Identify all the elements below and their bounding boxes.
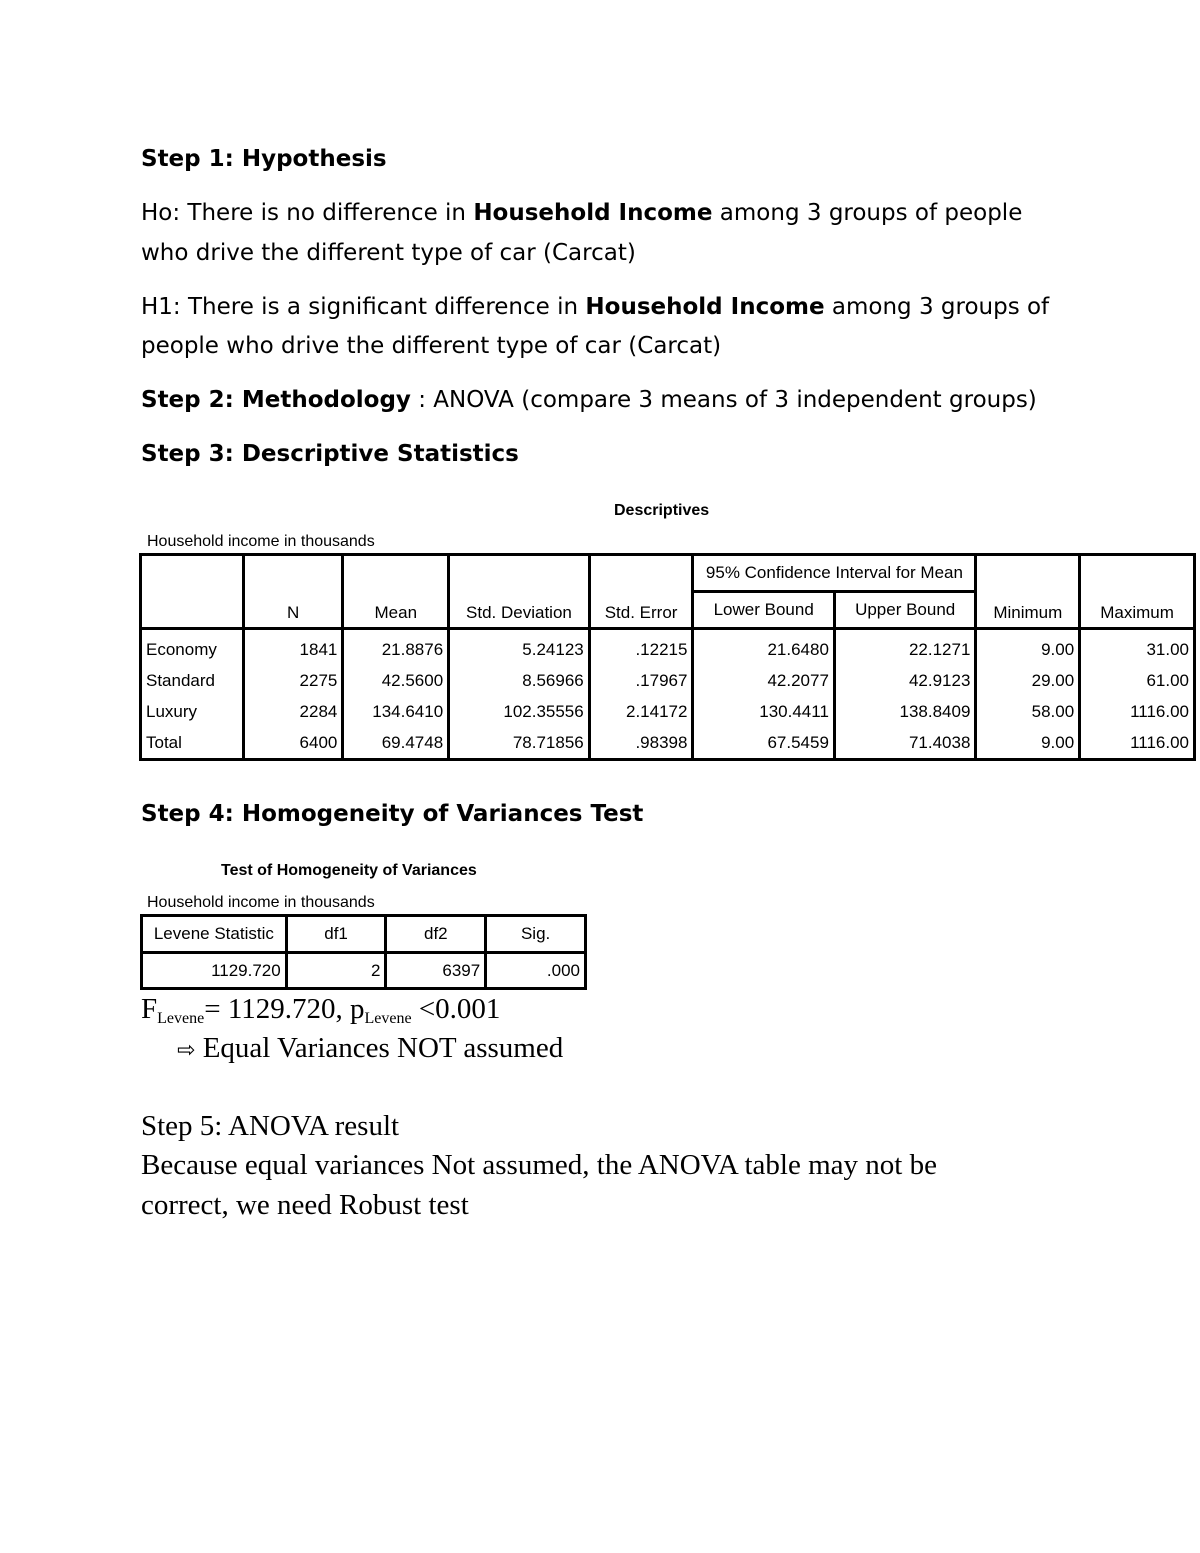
- header-minimum: Minimum: [976, 555, 1080, 629]
- step4-heading: Step 4: Homogeneity of Variances Test: [141, 801, 644, 827]
- cell-lower-bound: 42.2077: [693, 665, 834, 696]
- cell-df2: 6397: [386, 953, 486, 989]
- arrow-right-icon: ⇨: [177, 1038, 196, 1063]
- step1-heading: Step 1: Hypothesis: [141, 146, 387, 172]
- header-row-top: [141, 555, 1195, 592]
- cell-minimum: 9.00: [976, 727, 1080, 760]
- row-label: Standard: [146, 670, 215, 690]
- header-blank: [141, 555, 244, 629]
- cell-mean: 134.6410: [343, 696, 449, 727]
- descriptives-subtitle: Household income in thousands: [147, 533, 375, 550]
- table-row: [141, 629, 1195, 666]
- h1-text-end: among 3 groups of: [824, 294, 1050, 320]
- cell-upper-bound: 22.1271: [834, 629, 975, 666]
- levene-subtitle: Household income in thousands: [147, 894, 375, 911]
- header-df2: df2: [386, 916, 486, 953]
- cell-std-deviation: 8.56966: [449, 665, 590, 696]
- h1-bold: Household Income: [585, 294, 825, 320]
- levene-title: Test of Homogeneity of Variances: [221, 862, 477, 879]
- cell-std-error: .12215: [589, 629, 693, 666]
- formula-f: F: [141, 993, 158, 1025]
- cell-maximum: 1116.00: [1080, 696, 1195, 727]
- null-hypothesis-line1: [141, 200, 1022, 226]
- variance-conclusion: [177, 1032, 563, 1065]
- formula-end: <0.001: [411, 993, 501, 1025]
- formula-f-subscript: Levene: [157, 1010, 205, 1027]
- cell-mean: 69.4748: [343, 727, 449, 760]
- cell-std-error: 2.14172: [589, 696, 693, 727]
- ho-text: Ho: There is no difference in: [141, 200, 474, 226]
- cell-n: 2284: [243, 696, 343, 727]
- cell-upper-bound: 71.4038: [834, 727, 975, 760]
- header-df1: df1: [286, 916, 386, 953]
- cell-std-error: .98398: [589, 727, 693, 760]
- cell-minimum: 9.00: [976, 629, 1080, 666]
- header-mean: Mean: [343, 555, 449, 629]
- cell-n: 2275: [243, 665, 343, 696]
- header-upper-bound: Upper Bound: [834, 592, 975, 629]
- step2-text: : ANOVA (compare 3 means of 3 independent groups): [410, 387, 1037, 413]
- header-std-deviation: Std. Deviation: [449, 555, 590, 629]
- table-row: [141, 696, 1195, 727]
- formula-p-subscript: Levene: [364, 1010, 412, 1027]
- descriptives-title: Descriptives: [614, 502, 710, 519]
- cell-mean: 21.8876: [343, 629, 449, 666]
- ho-bold: Household Income: [473, 200, 713, 226]
- step5-line1: Because equal variances Not assumed, the ANOVA table may not be: [141, 1149, 937, 1181]
- h1-text: H1: There is a significant difference in: [141, 294, 586, 320]
- formula-mid: = 1129.720, p: [204, 993, 365, 1025]
- cell-sig: .000: [486, 953, 586, 989]
- null-hypothesis-line2: who drive the different type of car (Carcat): [141, 240, 636, 266]
- cell-std-deviation: 5.24123: [449, 629, 590, 666]
- table-row-total: [141, 727, 1195, 760]
- header-maximum: Maximum: [1080, 555, 1195, 629]
- levene-header-row: [142, 916, 586, 953]
- header-levene-statistic: Levene Statistic: [142, 916, 287, 953]
- header-sig: Sig.: [486, 916, 586, 953]
- alt-hypothesis-line1: [141, 294, 1049, 320]
- cell-lower-bound: 130.4411: [693, 696, 834, 727]
- header-confidence-interval: 95% Confidence Interval for Mean: [693, 555, 976, 592]
- cell-mean: 42.5600: [343, 665, 449, 696]
- alt-hypothesis-line2: people who drive the different type of car (Carcat): [141, 333, 722, 359]
- cell-upper-bound: 42.9123: [834, 665, 975, 696]
- cell-maximum: 1116.00: [1080, 727, 1195, 760]
- step3-heading: Step 3: Descriptive Statistics: [141, 441, 519, 467]
- cell-maximum: 61.00: [1080, 665, 1195, 696]
- step5-line2: correct, we need Robust test: [141, 1189, 469, 1221]
- cell-std-error: .17967: [589, 665, 693, 696]
- step5-heading: Step 5: ANOVA result: [141, 1110, 400, 1142]
- cell-minimum: 58.00: [976, 696, 1080, 727]
- cell-lower-bound: 67.5459: [693, 727, 834, 760]
- cell-n: 6400: [243, 727, 343, 760]
- levene-table: [140, 914, 587, 990]
- step2-line: [141, 387, 1037, 413]
- table-row: [141, 665, 1195, 696]
- cell-levene-statistic: 1129.720: [142, 953, 287, 989]
- row-label: Luxury: [146, 701, 198, 721]
- header-lower-bound: Lower Bound: [693, 592, 834, 629]
- cell-maximum: 31.00: [1080, 629, 1195, 666]
- step2-heading: Step 2: Methodology: [141, 387, 411, 413]
- header-n: N: [243, 555, 343, 629]
- cell-std-deviation: 102.35556: [449, 696, 590, 727]
- cell-df1: 2: [286, 953, 386, 989]
- cell-lower-bound: 21.6480: [693, 629, 834, 666]
- header-std-error: Std. Error: [589, 555, 693, 629]
- conclusion-text: Equal Variances NOT assumed: [195, 1032, 564, 1064]
- cell-std-deviation: 78.71856: [449, 727, 590, 760]
- levene-value-row: [142, 953, 586, 989]
- cell-n: 1841: [243, 629, 343, 666]
- cell-minimum: 29.00: [976, 665, 1080, 696]
- descriptives-table: [139, 553, 1196, 761]
- ho-text-end: among 3 groups of people: [712, 200, 1023, 226]
- levene-formula: [141, 993, 500, 1028]
- cell-upper-bound: 138.8409: [834, 696, 975, 727]
- row-label: Total: [146, 732, 182, 752]
- row-label: Economy: [141, 629, 244, 666]
